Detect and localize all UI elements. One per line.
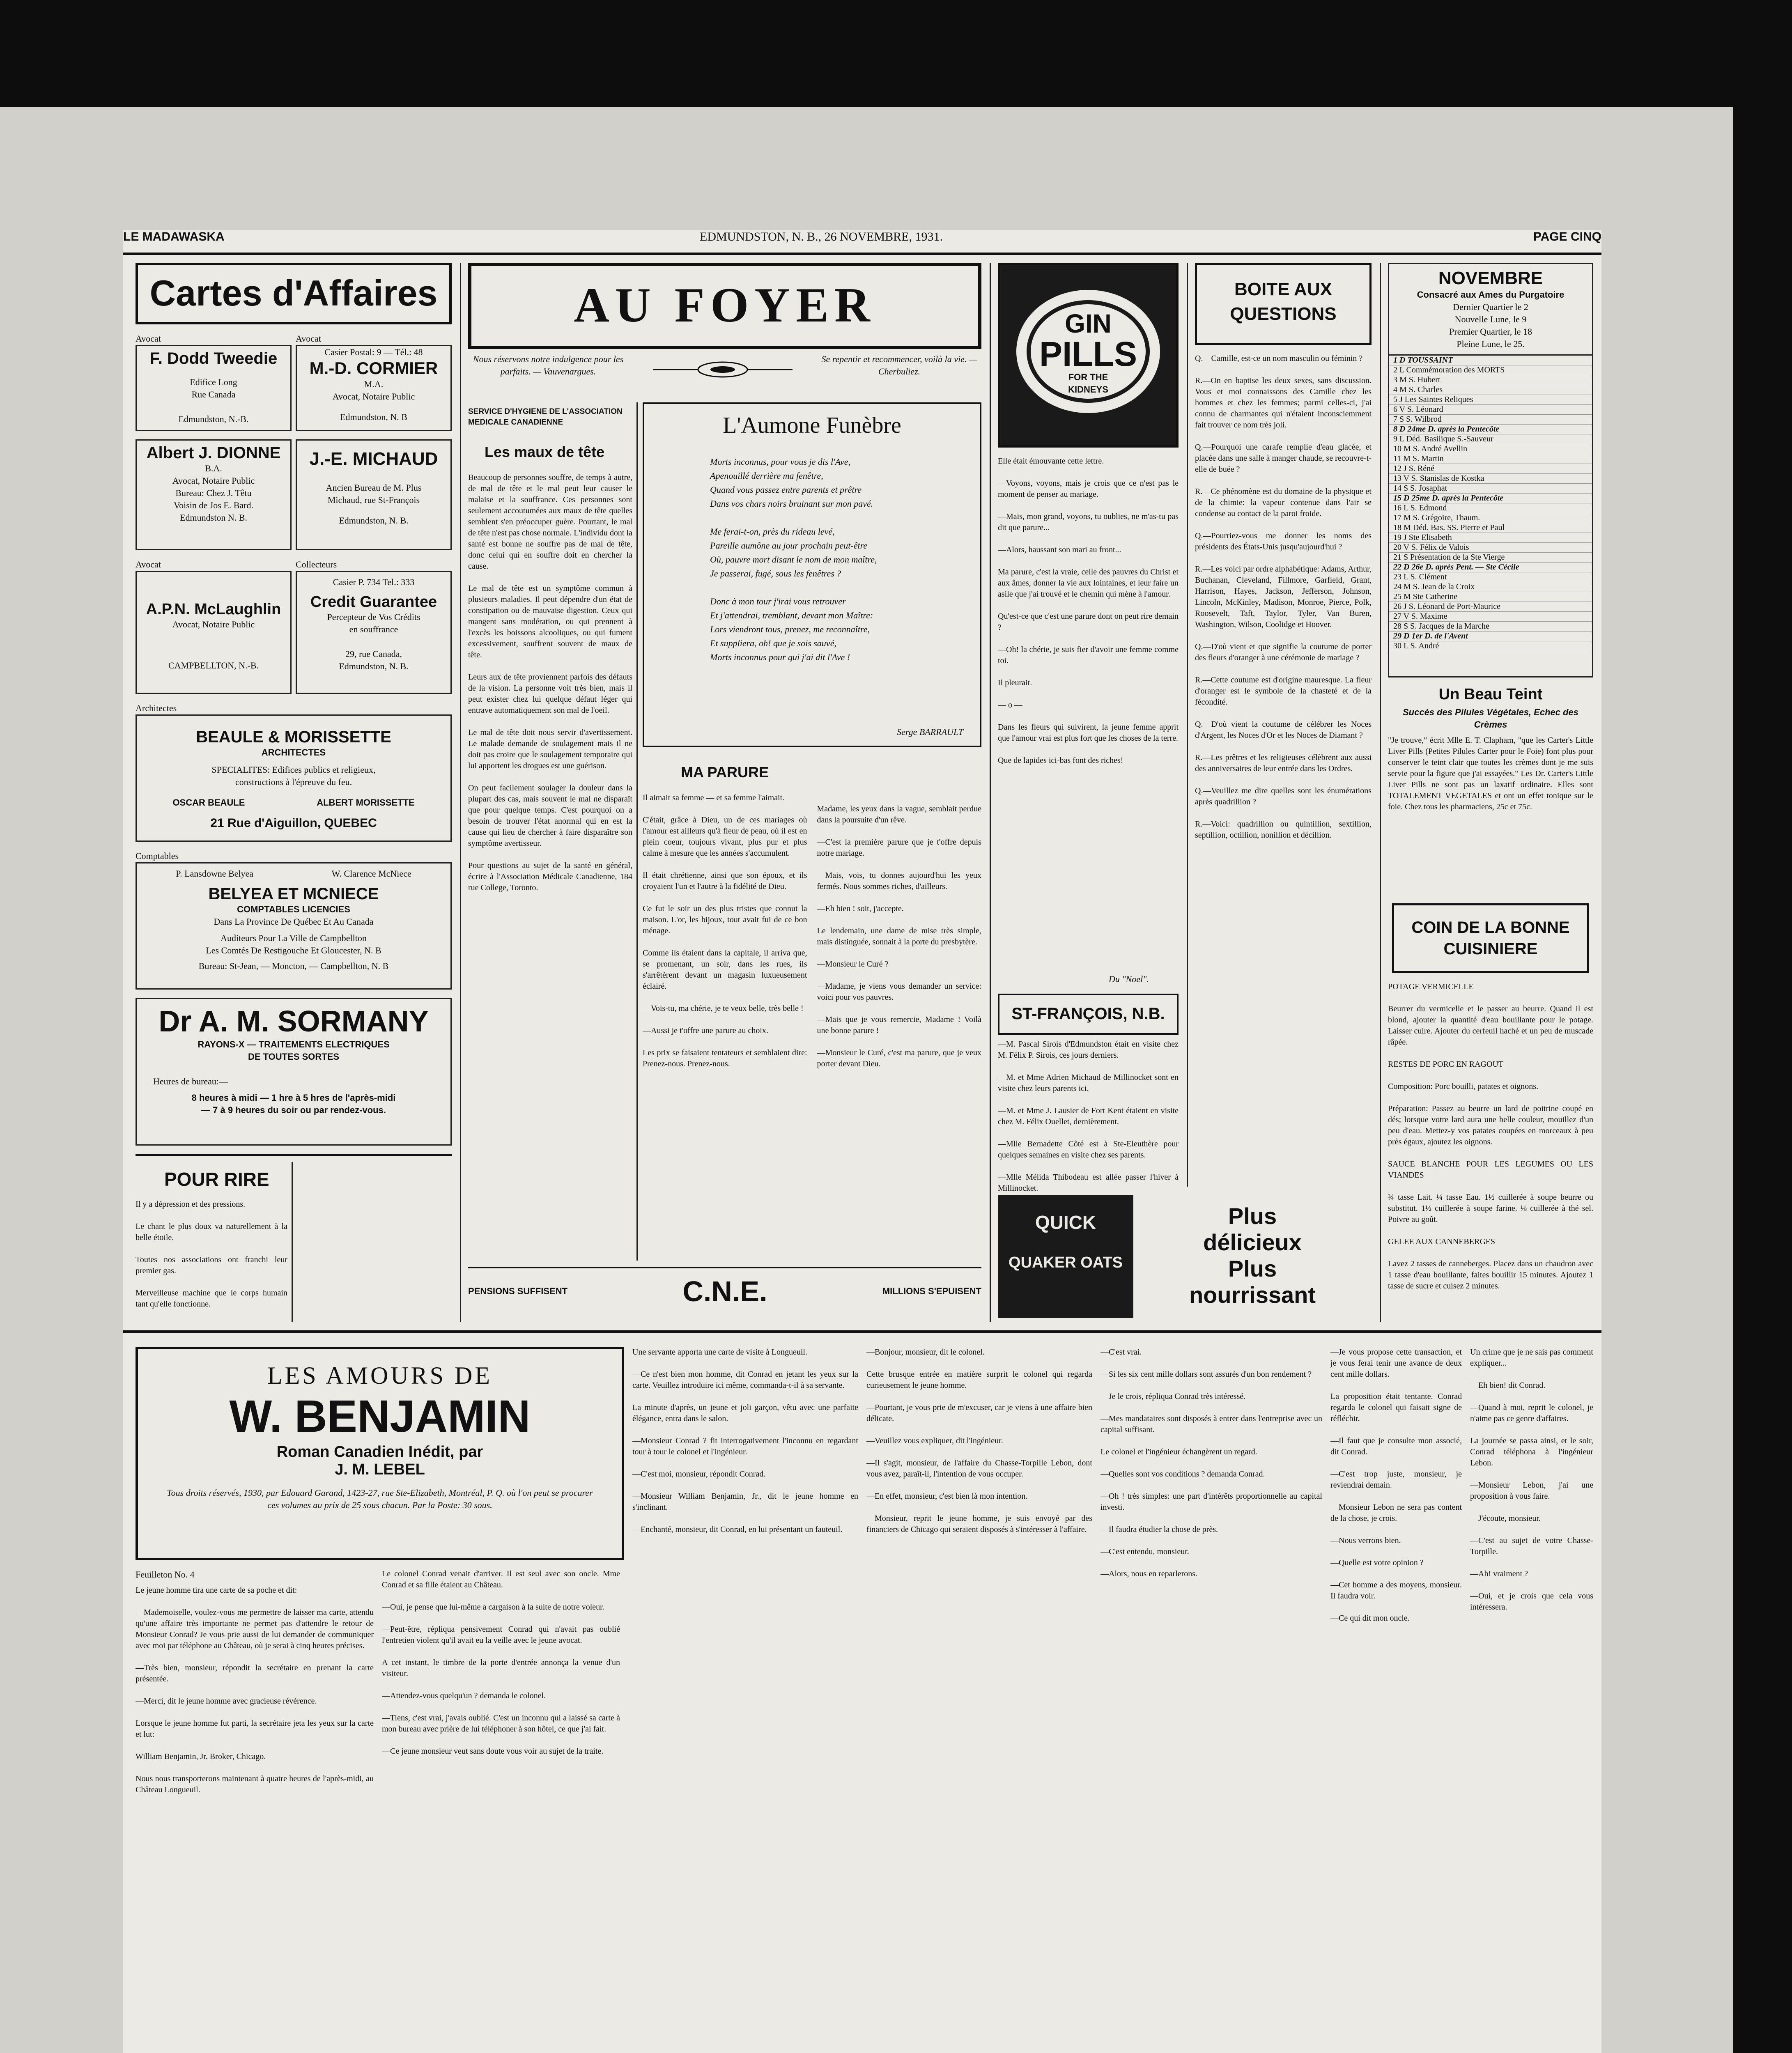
- credit-line: Casier P. 734 Tel.: 333: [333, 577, 415, 587]
- accountant-partner: W. Clarence McNiece: [331, 868, 411, 879]
- moon-phase: Dernier Quartier le 2: [1453, 302, 1528, 312]
- calendar-day: 22 D 26e D. après Pent. — Ste Cécile: [1389, 563, 1592, 572]
- michaud-line: Ancien Bureau de M. Plus: [326, 482, 422, 493]
- newspaper-page: [123, 230, 1601, 2053]
- aumone-title: L'Aumone Funèbre: [723, 413, 901, 438]
- dionne-line: Avocat, Notaire Public: [172, 475, 255, 486]
- gin-pills-brand: KIDNEYS: [1068, 384, 1108, 395]
- teint-title: Un Beau Teint: [1438, 686, 1543, 703]
- au-foyer-banner: [468, 263, 981, 349]
- cartes-title-box: [136, 263, 452, 324]
- cormier-line: Avocat, Notaire Public: [332, 391, 415, 402]
- calendar-day: 5 J Les Saintes Reliques: [1389, 395, 1592, 405]
- column-divider: [636, 402, 638, 1261]
- novembre-calendar: [1388, 263, 1593, 677]
- calendar-day: 12 J S. Réné: [1389, 464, 1592, 474]
- card-sormany: [136, 998, 452, 1146]
- quaker-box-text: QUICK: [1035, 1212, 1096, 1233]
- cuisine-banner: [1392, 903, 1589, 973]
- column-divider: [990, 263, 991, 1322]
- cormier-tag: Avocat: [296, 333, 321, 344]
- credit-line: Percepteur de Vos Crédits: [327, 612, 420, 622]
- pour-rire-title: POUR RIRE: [164, 1169, 269, 1190]
- michaud-line: Edmundston, N. B.: [339, 515, 409, 526]
- benjamin-col: Un crime que je ne sais pas comment expliquer... —Eh bien! dit Conrad. —Quand à moi, reprit le colonel, je n'aime pas ce genre d'affaires. La journée se passa ainsi, et le soir, Conrad téléphona à l'ingénieur Lebon. —Monsieur Lebon, j'ai une proposition à vous faire. —J'écoute, monsieur. —C'est au sujet de votre Chasse-Torpille. —Ah! vraiment ? —Oui, et je crois que cela vous intéressera.: [1470, 1348, 1593, 1612]
- card-comptables: [136, 862, 452, 990]
- calendar-days: [1389, 354, 1592, 651]
- column-divider: [292, 1162, 293, 1322]
- calendar-day: 11 M S. Martin: [1389, 454, 1592, 464]
- quaker-slogan: nourrissant: [1189, 1282, 1316, 1308]
- architectes-line: constructions à l'épreuve du feu.: [235, 777, 352, 787]
- cuisine-title: COIN DE LA BONNE CUISINIERE: [1411, 919, 1570, 958]
- quaker-ad-top: [998, 1195, 1372, 1322]
- accountant-partner: P. Lansdowne Belyea: [176, 868, 254, 879]
- sormany-line: Heures de bureau:—: [153, 1076, 228, 1086]
- architectes-sub: ARCHITECTES: [261, 747, 326, 758]
- mclaughlin-line: Avocat, Notaire Public: [172, 619, 255, 629]
- paper-name: LE MADAWASKA: [123, 230, 225, 243]
- card-michaud: [296, 439, 452, 550]
- hygiene-title: Les maux de tête: [485, 443, 605, 460]
- comptables-line: Bureau: St-Jean, — Moncton, — Campbellton, N. B: [198, 961, 389, 971]
- hygiene-text: Beaucoup de personnes souffre, de temps à autre, de mal de tête et le mal peut leur causer le malaise et la souffrance. Ces personnes sont seulement accoutumées aux maux de tête quelles semblent s'en préoccuper guère. Pourtant, le mal de tête n'est pas chose normale. L'individu dont la santé est bonne ne souffre pas de mal de tête, donc celui qui en souffre doit en chercher la cause. Le mal de tête est un symptôme commun à plusieurs maladies. Il peut dépendre d'un état de constipation ou de mauvaise digestion. Ceux qui mangent sans modération, ou qui prennent à l'excès les boissons alcooliques, ou qui fument excessivement, souffrent souvent de maux de tête. Leurs aux de tête proviennent parfois des défauts de la vision. La personne voit très bien, mais il peut exister chez lui quelque défaut léger qui entrave automatiquement son mal de l'oeil. Le mal de tête doit nous servir d'avertissement. Le malade demande de soulagement mais il ne doit pas croire que le soulagement temporaire qui lui apportent les drogues est une guérison. On peut facilement soulager la douleur dans la plupart des cas, mais souvent le mal ne disparaît que pour quelque temps. C'est pourquoi on a besoin de trouver l'état anormal qui en est la cause qui lieu de chercher à faire disparaître son symptôme avertisseur. Pour questions au sujet de la santé en général, écrire à l'Association Médicale Canadienne, 184 rue College, Toronto.: [468, 473, 632, 892]
- st-francois-title: ST-FRANÇOIS, N.B.: [1011, 1005, 1165, 1023]
- quaker-box-text: QUAKER OATS: [1009, 1254, 1123, 1271]
- michaud-name: J.-E. MICHAUD: [309, 449, 438, 469]
- parure-text: Il aimait sa femme — et sa femme l'aimait. C'était, grâce à Dieu, un de ces mariages où l'amour est ailleurs qu'à fleur de peau, où il est en plein coeur, toujours vivant, plus pur et plus calme à mesure que les années s'accumulent. Il était chrétienne, ainsi que son époux, et ils croyaient l'un et l'autre à la fidélité de Dieu. Ce fut le soir un des plus tristes que connut la maison. L'or, les bijoux, tout avait fui de ce bon ménage. Comme ils étaient dans la capitale, il arriva que, se promenant, un soir, dans les rues, ils s'arrêtèrent devant un magasin luxueusement éclairé. —Vois-tu, ma chérie, je te veux belle, très belle ! —Aussi je t'offre une parure au choix. Les prix se faisaient tentateurs et semblaient dire: Prenez-nous. Prenez-nous. Madame, les yeux dans la vague, semblait perdue dans la poursuite d'un rêve. —C'est la première parure que je t'offre depuis notre mariage. —Mais, vois, tu donnes aujourd'hui les yeux fermés. Nous sommes riches, d'ailleurs. —Eh bien ! soit, j'accepte. Le lendemain, une dame de mise très simple, mais distinguée, sonnait à la porte du presbytère. —Monsieur le Curé ? —Madame, je viens vous demander un service: voici pour vos pauvres. —Mais que je vous remercie, Madame ! Voilà une bonne parure ! —Monsieur le Curé, c'est ma parure, que je veux porter devant Dieu.: [643, 793, 981, 1068]
- column-divider: [1187, 263, 1188, 1187]
- calendar-day: 15 D 25me D. après la Pentecôte: [1389, 494, 1592, 503]
- parure-title: MA PARURE: [681, 764, 769, 781]
- tweedie-tag: Avocat: [136, 333, 161, 344]
- card-credit: [296, 571, 452, 694]
- architectes-name: BEAULE & MORISSETTE: [196, 728, 391, 746]
- boite-text: Q.—Camille, est-ce un nom masculin ou féminin ? R.—On en baptise les deux sexes, sans discussion. Vous et moi connaissons des Camille chez les hommes et chez les femmes; parmi celles-ci, j'ai connu de charmantes qui n'étaient inconsciemment fait trouver ce nom très joli. Q.—Pourquoi une carafe remplie d'eau glacée, et placée dans une salle à manger chaude, se recouvre-t-elle de buée ? R.—Ce phénomène est du domaine de la physique et de la chimie: la vapeur contenue dans l'air se condense au contact de la paroi froide. Q.—Pourriez-vous me donner les noms des présidents des États-Unis jusqu'aujourd'hui ? R.—Les voici par ordre alphabétique: Adams, Arthur, Buchanan, Cleveland, Fillmore, Garfield, Grant, Harrison, Hayes, Jackson, Jefferson, Johnson, Lincoln, McKinley, Madison, Monroe, Pierce, Polk, Roosevelt, Taft, Taylor, Tyler, Van Buren, Washington, Wilson, Coolidge et Hoover. Q.—D'où vient et que signifie la coutume de porter des fleurs d'oranger à une cérémonie de mariage ? R.—Cette coutume est d'origine mauresque. La fleur d'oranger est le symbole de la chasteté et de la fécondité. Q.—D'où vient la coutume de célébrer les Noces d'Argent, les Noces d'Or et les Noces de Diamant ? R.—Les prêtres et les religieuses célèbrent aux aussi des anniversaires de leur entrée dans les Ordres. Q.—Veuillez me dire quelles sont les énumérations après quadrillion ? R.—Voici: quadrillion ou quintillion, sextillion, septillion, octillion, nonillion et décillion.: [1195, 354, 1372, 840]
- sormany-line: DE TOUTES SORTES: [248, 1052, 340, 1062]
- calendar-day: 6 V S. Léonard: [1389, 405, 1592, 415]
- foyer-quote-left: Nous réservons notre indulgence pour les parfaits. — Vauvenargues.: [473, 354, 624, 377]
- cne-ad-top: [468, 1275, 981, 1322]
- hygiene-kicker: SERVICE D'HYGIENE DE L'ASSOCIATION MEDICALE CANADIENNE: [468, 407, 623, 427]
- comptables-line: Auditeurs Pour La Ville de Campbellton: [221, 933, 367, 943]
- tweedie-line: Rue Canada: [191, 389, 236, 400]
- gin-pills-ad: [998, 263, 1179, 448]
- cne-right-label: MILLIONS S'EPUISENT: [882, 1286, 981, 1296]
- credit-line: 29, rue Canada,: [345, 649, 402, 659]
- dateline: EDMUNDSTON, N. B., 26 NOVEMBRE, 1931.: [700, 230, 943, 243]
- calendar-day: 1 D TOUSSAINT: [1389, 356, 1592, 365]
- architectes-address: 21 Rue d'Aiguillon, QUEBEC: [210, 816, 377, 830]
- cartes-title: Cartes d'Affaires: [149, 273, 438, 313]
- aumone-author: Serge BARRAULT: [897, 727, 963, 737]
- cormier-name: M.-D. CORMIER: [309, 358, 438, 378]
- gin-pills-brand: FOR THE: [1068, 372, 1108, 382]
- calendar-day: 29 D 1er D. de l'Avent: [1389, 632, 1592, 641]
- calendar-day: 3 M S. Hubert: [1389, 375, 1592, 385]
- architect-partner: OSCAR BEAULE: [172, 797, 245, 808]
- calendar-day: 18 M Déd. Bas. SS. Pierre et Paul: [1389, 523, 1592, 533]
- middle-story-signature: Du "Noel".: [1109, 974, 1149, 984]
- boite-banner: [1195, 263, 1372, 345]
- gin-pills-brand: PILLS: [1039, 335, 1137, 373]
- cormier-line: Casier Postal: 9 — Tél.: 48: [324, 347, 423, 357]
- dionne-line: Edmundston N. B.: [180, 512, 247, 523]
- calendar-day: 7 S S. Wilbrod: [1389, 415, 1592, 425]
- sormany-line: RAYONS-X — TRAITEMENTS ELECTRIQUES: [198, 1039, 390, 1049]
- architectes-tag: Architectes: [136, 703, 177, 713]
- sormany-line: — 7 à 9 heures du soir ou par rendez-vous.: [201, 1105, 386, 1115]
- card-tweedie: [136, 345, 292, 431]
- aumone-poem: Morts inconnus, pour vous je dis l'Ave, Apenouillé derrière ma fenêtre, Quand vous passez entre parents et prêtre Dans vos chars noirs bruinant sur mon pavé. Me ferai-t-on, près du rideau levé, Pareille aumône au jour prochain peut-être Où, pauvre mort disant le nom de mon maître, Je passerai, fugé, sous les fenêtres ? Donc à mon tour j'irai vous retrouver Et j'attendrai, tremblant, devant mon Maître: Lors viendront tous, prenez, me reconnaître, Et suppliera, oh! que je sois sauvé, Morts inconnus pour qui j'ai dit l'Ave !: [710, 457, 877, 662]
- st-francois-banner: [998, 994, 1179, 1035]
- calendar-day: 27 V S. Maxime: [1389, 612, 1592, 622]
- calendar-day: 30 L S. André: [1389, 641, 1592, 651]
- benjamin-col: —C'est vrai. —Si les six cent mille dollars sont assurés d'un bon rendement ? —Je le crois, répliqua Conrad très intéressé. —Mes mandataires sont disposés à entrer dans l'entreprise avec un capital suffisant. Le colonel et l'ingénieur échangèrent un regard. —Quelles sont vos conditions ? demanda Conrad. —Oh ! très simples: une part d'intérêts proportionnelle au capital investi. —Il faudra étudier la chose de près. —C'est entendu, monsieur. —Alors, nous en reparlerons.: [1100, 1348, 1322, 1578]
- masthead-rule: [123, 253, 1601, 255]
- foyer-quote-right: Se repentir et recommencer, voilà la vie. — Cherbuliez.: [821, 354, 977, 377]
- moon-phase: Pleine Lune, le 25.: [1457, 339, 1525, 349]
- tweedie-name: F. Dodd Tweedie: [149, 349, 278, 367]
- quaker-slogan: Plus: [1228, 1203, 1277, 1229]
- calendar-day: 25 M Ste Catherine: [1389, 592, 1592, 602]
- card-cormier: [296, 345, 452, 431]
- benjamin-l3: Roman Canadien Inédit, par: [276, 1443, 483, 1461]
- cne-title: C.N.E.: [682, 1275, 767, 1307]
- comptables-line: Les Comtés De Restigouche Et Gloucester, N. B: [206, 945, 381, 955]
- boite-title: BOITE AUX QUESTIONS: [1230, 279, 1337, 324]
- mclaughlin-tag: Avocat: [136, 559, 161, 570]
- calendar-day: 14 S S. Josaphat: [1389, 484, 1592, 494]
- benjamin-l1: LES AMOURS DE: [267, 1362, 493, 1389]
- section-rule: [468, 1267, 981, 1268]
- card-architectes: [136, 714, 452, 842]
- column-divider: [460, 263, 461, 1322]
- st-francois-text: —M. Pascal Sirois d'Edmundston était en visite chez M. Félix P. Sirois, ces jours derniers. —M. et Mme Adrien Michaud de Millinocket sont en visite chez leurs parents ici. —M. et Mme J. Lausier de Fort Kent étaient en visite chez M. Félix Ouellet, dernièrement. —Mlle Bernadette Côté est à Ste-Eleuthère pour quelques semaines en visite chez ses parents. —Mlle Mélida Thibodeau est allée passer l'hiver à Millinocket.: [998, 1040, 1179, 1193]
- fold-rule: [123, 1330, 1601, 1333]
- quaker-slogan: délicieux: [1203, 1229, 1302, 1255]
- architectes-line: SPECIALITES: Edifices publics et religieux,: [211, 765, 376, 775]
- comptables-name: BELYEA ET MCNIECE: [208, 885, 379, 903]
- benjamin-rights: Tous droits réservés, 1930, par Edouard Garand, 1423-27, rue Ste-Elizabeth, Montréal, P. Q. où l'on peut se procurer ces volumes au prix de 25 sous chacun. Par la Poste: 30 sous.: [167, 1488, 593, 1510]
- calendar-day: 26 J S. Léonard de Port-Maurice: [1389, 602, 1592, 612]
- cne-left-label: PENSIONS SUFFISENT: [468, 1286, 568, 1296]
- calendar-day: 8 D 24me D. après la Pentecôte: [1389, 425, 1592, 434]
- dionne-line: Bureau: Chez J. Têtu: [175, 488, 252, 498]
- teint-text: "Je trouve," écrit Mlle E. T. Clapham, "que les Carter's Little Liver Pills (Petites Pilules Carter pour le Foie) font plus pour conserver le teint clair que toutes les crèmes dont je me suis servie pour la figure que j'ai essayées." Les Dr. Carter's Little Liver Pills ne sont pas un laxatif ordinaire. Elles sont TOTALEMENT VEGETALES et ont un effet tonique sur le foie. Chez tous les pharmaciens, 25c et 75c.: [1388, 736, 1593, 811]
- calendar-day: 20 V S. Félix de Valois: [1389, 543, 1592, 553]
- sormany-name: Dr A. M. SORMANY: [159, 1005, 429, 1038]
- cuisine-text: POTAGE VERMICELLE Beurrer du vermicelle et le passer au beurre. Quand il est blond, ajouter la quantité d'eau bouillante pour le potage. Laisser cuire. Ajouter du cerfeuil haché et un peu de muscade râpée. RESTES DE PORC EN RAGOUT Composition: Porc bouilli, patates et oignons. Préparation: Passez au beurre un lard de poitrine coupé en dés; lorsque votre lard aura une belle couleur, mouillez d'un peu d'eau. Mettez-y vos patates coupées en morceaux à peu près égaux, ajoutez les oignons. SAUCE BLANCHE POUR LES LEGUMES OU LES VIANDES ¾ tasse Lait. ¼ tasse Eau. 1½ cuillerée à soupe beurre ou substitut. 1½ cuillerée à soupe farine. ⅛ cuillerée à thé sel. Poivre au goût. GELEE AUX CANNEBERGES Lavez 2 tasses de canneberges. Placez dans un chaudron avec 1 tasse d'eau bouillante, faites bouillir 15 minutes. Ajoutez 1 tasse de sucre et cuisez 2 minutes.: [1388, 982, 1593, 1291]
- calendar-day: 17 M S. Grégoire, Thaum.: [1389, 513, 1592, 523]
- credit-line: en souffrance: [349, 624, 398, 634]
- calendar-day: 23 L S. Clément: [1389, 572, 1592, 582]
- comptables-sub: COMPTABLES LICENCIES: [237, 904, 350, 914]
- benjamin-l4: J. M. LEBEL: [335, 1461, 425, 1478]
- benjamin-col: —Bonjour, monsieur, dit le colonel. Cette brusque entrée en matière surprit le colonel qui regarda curieusement le jeune homme. —Pourtant, je vous prie de m'excuser, car je viens à une affaire bien délicate. —Veuillez vous expliquer, dit l'ingénieur. —Il s'agit, monsieur, de l'affaire du Chasse-Torpille Lebon, dont vous avez, paraît-il, l'intention de vous occuper. —En effet, monsieur, c'est bien là mon intention. —Monsieur, reprit le jeune homme, je suis envoyé par des financiers de Chicago qui seraient disposés à s'intéresser à l'affaire.: [866, 1348, 1092, 1534]
- ornament-divider-icon: [653, 357, 793, 382]
- teint-sub: Succès des Pilules Végétales, Echec des Crèmes: [1402, 707, 1578, 730]
- calendar-day: 4 M S. Charles: [1389, 385, 1592, 395]
- benjamin-col: Le jeune homme tira une carte de sa poche et dit: —Mademoiselle, voulez-vous me permettre de laisser ma carte, attendu qu'une affaire très importante ne permet pas d'attendre le retour de Monsieur Conrad? Je vous prie aussi de lui demander de communiquer avec moi par téléphone au Château, où je serai à cinq heures précises. —Très bien, monsieur, répondit la secrétaire en prenant la carte présentée. —Merci, dit le jeune homme avec gracieuse révérence. Lorsque le jeune homme fut parti, la secrétaire jeta les yeux sur la carte et lut: William Benjamin, Jr. Broker, Chicago. Nous nous transporterons maintenant à quatre heures de l'après-midi, au Château Longueuil.: [136, 1586, 374, 1794]
- calendar-day: 2 L Commémoration des MORTS: [1389, 365, 1592, 375]
- calendar-day: 21 S Présentation de la Ste Vierge: [1389, 553, 1592, 563]
- benjamin-col: Le colonel Conrad venait d'arriver. Il est seul avec son oncle. Mme Conrad et sa fille étaient au Château. —Oui, je pense que lui-même a cargaison à la suite de notre voleur. —Peut-être, répliqua pensivement Conrad qui n'avait pas oublié l'entretien violent qu'il avait eu la veille avec le jeune avocat. A cet instant, le timbre de la porte d'entrée annonça la venue d'un visiteur. —Attendez-vous quelqu'un ? demanda le colonel. —Tiens, c'est vrai, j'avais oublié. C'est un inconnu qui a laissé sa carte à mon bureau avec prière de lui téléphoner à son hôtel, ce que j'ai fait. —Ce jeune monsieur veut sans doute vous voir au sujet de la traite.: [382, 1569, 620, 1756]
- page-number: PAGE CINQ: [1533, 230, 1601, 243]
- aumone-box: [643, 402, 981, 747]
- sormany-line: 8 heures à midi — 1 hre à 5 hres de l'après-midi: [191, 1093, 396, 1103]
- dionne-name: Albert J. DIONNE: [146, 444, 281, 462]
- mclaughlin-name: A.P.N. McLaughlin: [146, 601, 281, 618]
- feuilleton-number: Feuilleton No. 4: [136, 1569, 195, 1580]
- novembre-sub: Consacré aux Ames du Purgatoire: [1417, 289, 1565, 300]
- credit-name: Credit Guarantee: [310, 593, 437, 611]
- au-foyer-title: AU FOYER: [574, 278, 876, 332]
- calendar-day: 24 M S. Jean de la Croix: [1389, 582, 1592, 592]
- pour-rire-text: Il y a dépression et des pressions. Le chant le plus doux va naturellement à la belle étoile. Toutes nos associations ont franchi leur premier gas. Merveilleuse machine que le corps humain tant qu'elle fonctionne.: [136, 1200, 287, 1309]
- tweedie-line: Edifice Long: [190, 377, 237, 387]
- michaud-line: Michaud, rue St-François: [327, 495, 420, 505]
- cormier-line: Edmundston, N. B: [340, 412, 407, 422]
- credit-line: Edmundston, N. B.: [339, 661, 409, 671]
- moon-phase: Nouvelle Lune, le 9: [1454, 314, 1527, 324]
- cormier-line: M.A.: [364, 379, 384, 389]
- mclaughlin-line: CAMPBELLTON, N.-B.: [168, 660, 259, 671]
- quaker-slogan: Plus: [1228, 1256, 1277, 1281]
- benjamin-banner: [136, 1347, 624, 1560]
- architect-partner: ALBERT MORISSETTE: [317, 797, 415, 808]
- comptables-tag: Comptables: [136, 851, 179, 861]
- dionne-line: B.A.: [205, 463, 222, 473]
- moon-phase: Premier Quartier, le 18: [1449, 326, 1532, 337]
- quaker-box-illustration: [998, 1195, 1133, 1318]
- tweedie-line: Edmundston, N.-B.: [178, 414, 249, 424]
- comptables-line: Dans La Province De Québec Et Au Canada: [214, 916, 374, 927]
- calendar-day: 13 V S. Stanislas de Kostka: [1389, 474, 1592, 484]
- section-rule: [136, 1154, 452, 1156]
- benjamin-col: —Je vous propose cette transaction, et je vous ferai tenir une avance de deux cent mille dollars. La proposition était tentante. Conrad regarda le colonel qui faisait signe de réfléchir. —Il faut que je consulte mon associé, dit Conrad. —C'est trop juste, monsieur, je reviendrai demain. —Monsieur Lebon ne sera pas content de la chose, je crois. —Nous verrons bien. —Quelle est votre opinion ? —Cet homme a des moyens, monsieur. Il faudra voir. —Ce qui dit mon oncle.: [1330, 1348, 1462, 1623]
- card-dionne: [136, 439, 292, 550]
- calendar-day: 16 L S. Edmond: [1389, 503, 1592, 513]
- novembre-title: NOVEMBRE: [1438, 268, 1543, 288]
- calendar-day: 28 S S. Jacques de la Marche: [1389, 622, 1592, 632]
- benjamin-col: Une servante apporta une carte de visite à Longueuil. —Ce n'est bien mon homme, dit Conrad en jetant les yeux sur la carte. Veuillez introduire ici même, commanda-t-il à sa servante. La minute d'après, un jeune et joli garçon, vêtu avec une parfaite élégance, entra dans le salon. —Monsieur Conrad ? fit interrogativement l'inconnu en regardant tour à tour le colonel et l'ingénieur. —C'est moi, monsieur, répondit Conrad. —Monsieur William Benjamin, Jr., dit le jeune homme en s'inclinant. —Enchanté, monsieur, dit Conrad, en lui présentant un fauteuil.: [632, 1348, 858, 1534]
- card-mclaughlin: [136, 571, 292, 694]
- dionne-line: Voisin de Jos E. Bard.: [174, 500, 253, 510]
- calendar-day: 10 M S. André Avellin: [1389, 444, 1592, 454]
- calendar-day: 9 L Déd. Basilique S.-Sauveur: [1389, 434, 1592, 444]
- calendar-day: 19 J Ste Elisabeth: [1389, 533, 1592, 543]
- benjamin-l2: W. BENJAMIN: [229, 1391, 531, 1442]
- credit-tag: Collecteurs: [296, 559, 337, 570]
- gin-pills-brand: GIN: [1065, 309, 1112, 338]
- middle-story-text: Elle était émouvante cette lettre. —Voyons, voyons, mais je crois que ce n'est pas le moment de penser au mariage. —Mais, mon grand, voyons, tu oublies, ne m'as-tu pas dit que parure... —Alors, haussant son mari au front... Ma parure, c'est la vraie, celle des pauvres du Christ et aux âmes, donner la vie aux lointaines, et leur faire un asile que j'ai trouvé et le chemin qui mène à l'amour. Qu'est-ce que c'est une parure dont on peut rire demain ? —Oh! la chérie, je suis fier d'avoir une femme comme toi. Il pleurait. — o — Dans les fleurs qui suivirent, la jeune femme apprit que l'amour vrai est plus fort que les choses de la terre. Que de lapides ici-bas font des riches!: [998, 457, 1179, 765]
- column-divider: [1380, 263, 1381, 1322]
